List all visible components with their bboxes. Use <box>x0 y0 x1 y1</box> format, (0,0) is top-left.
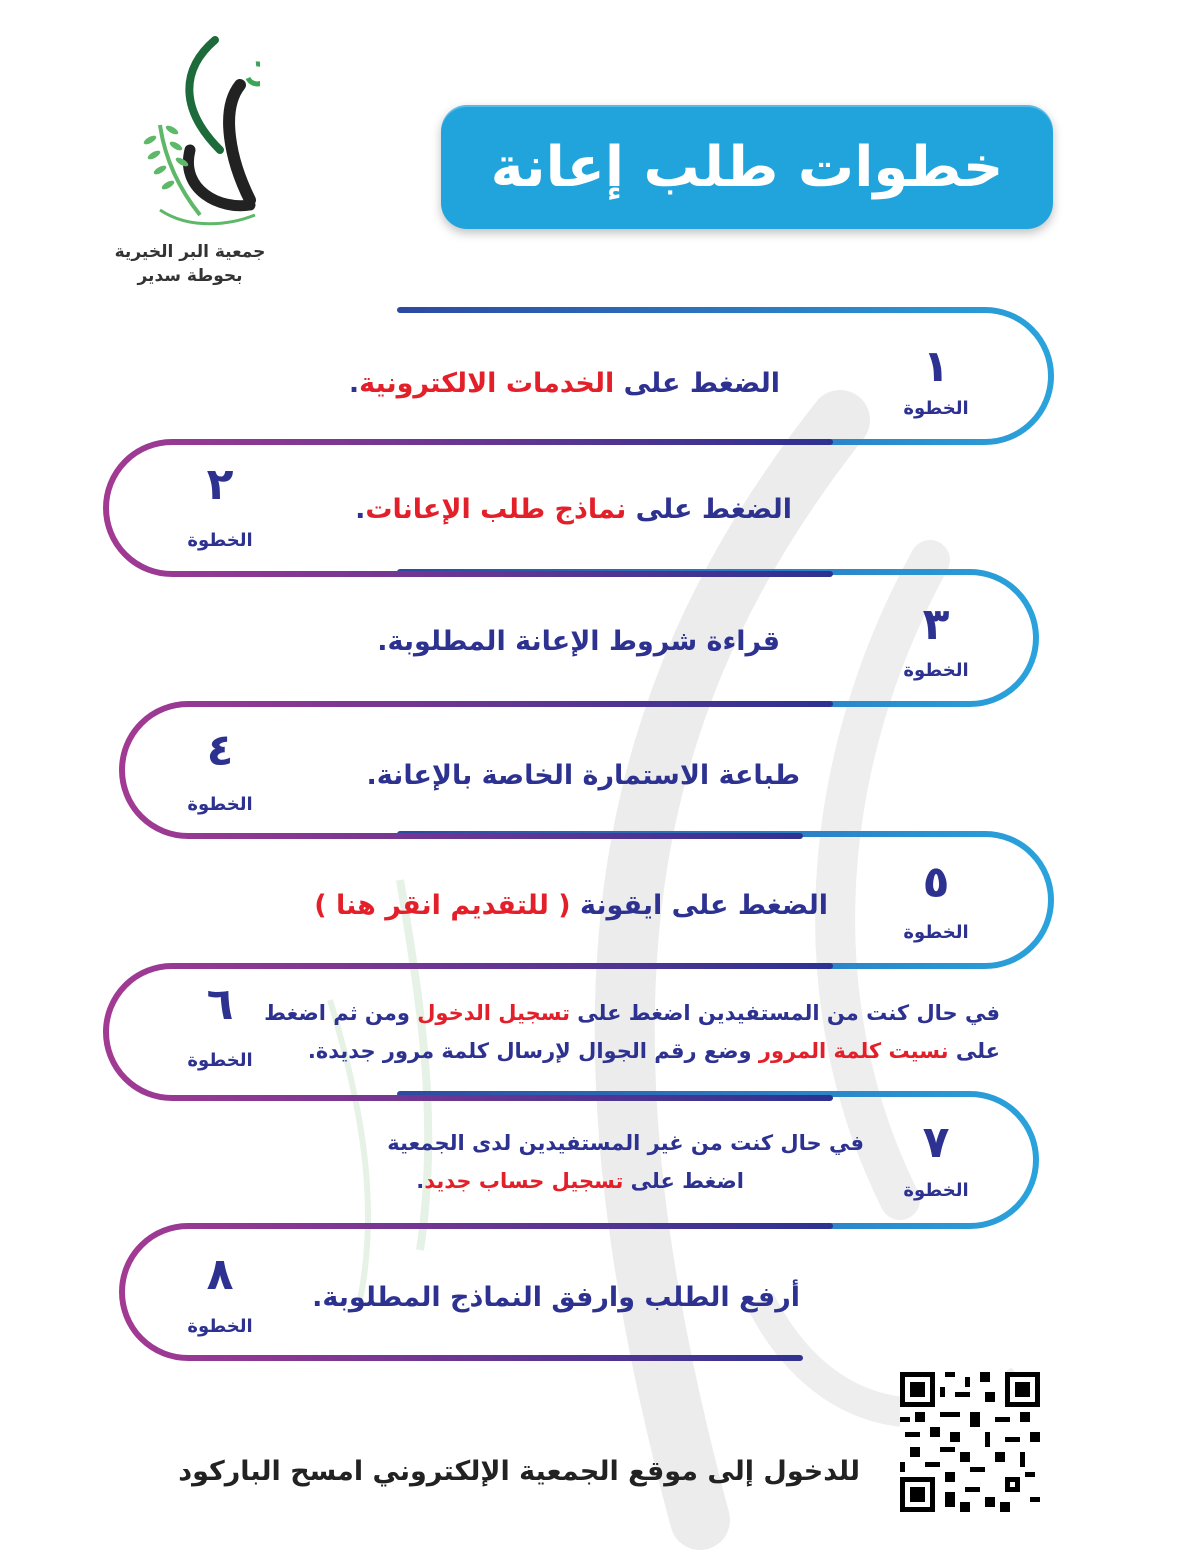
step-8-text: أرفع الطلب وارفق النماذج المطلوبة. <box>312 1282 800 1313</box>
step-3-number: ٣ <box>922 599 950 650</box>
step-5-label: الخطوة <box>903 922 969 943</box>
step-1-label: الخطوة <box>903 398 969 419</box>
step-4-number: ٤ <box>206 725 234 776</box>
step-7-text: في حال كنت من غير المستفيدين لدى الجمعية اضغط على تسجيل حساب جديد. <box>387 1131 864 1193</box>
step-5-text: الضغط على ايقونة ( للتقديم انقر هنا ) <box>314 890 828 921</box>
step-6-text: في حال كنت من المستفيدين اضغط على تسجيل الدخول ومن ثم اضغط على نسيت كلمة المرور وضع رقم الجوال لإرسال كلمة مرور جديدة. <box>264 1001 1000 1063</box>
step-6-label: الخطوة <box>187 1050 253 1071</box>
page-title: خطوات طلب إعانة <box>490 134 1004 200</box>
step-6-number: ٦ <box>206 979 234 1030</box>
step-8-number: ٨ <box>206 1249 234 1300</box>
step-8-label: الخطوة <box>187 1316 253 1337</box>
step-2-number: ٢ <box>206 459 234 510</box>
logo-line-2: بحوطة سدير <box>137 266 243 286</box>
step-3-text: قراءة شروط الإعانة المطلوبة. <box>377 626 780 657</box>
footer-instruction: للدخول إلى موقع الجمعية الإلكتروني امسح الباركود <box>178 1456 860 1487</box>
step-1-text: الضغط على الخدمات الالكترونية. <box>348 368 780 399</box>
qr-code-icon[interactable] <box>900 1372 1040 1512</box>
step-2-text: الضغط على نماذج طلب الإعانات. <box>355 494 792 525</box>
step-7-label: الخطوة <box>903 1180 969 1201</box>
step-7-number: ٧ <box>922 1117 950 1168</box>
step-4-label: الخطوة <box>187 794 253 815</box>
logo-line-1: جمعية البر الخيرية <box>114 242 266 262</box>
step-2-label: الخطوة <box>187 530 253 551</box>
step-1-number: ١ <box>922 341 950 392</box>
step-4-text: طباعة الاستمارة الخاصة بالإعانة. <box>366 760 800 791</box>
step-3-label: الخطوة <box>903 660 969 681</box>
step-5-number: ٥ <box>922 857 950 908</box>
